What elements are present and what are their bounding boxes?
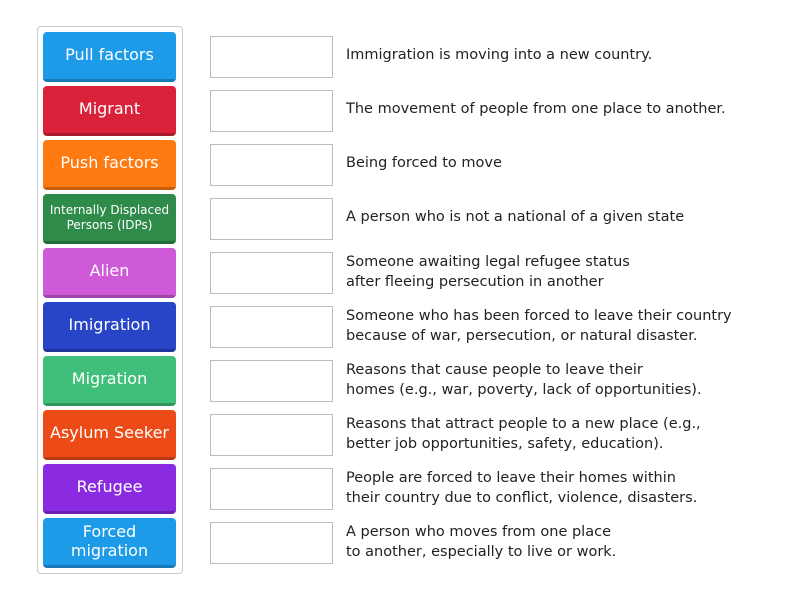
definition-text: Immigration is moving into a new country. — [346, 47, 653, 63]
definition-text: Reasons that attract people to a new place (e.g., better job opportunities, safety, education). — [346, 416, 701, 452]
definition-text: Reasons that cause people to leave their homes (e.g., war, poverty, lack of opportunities). — [346, 362, 702, 398]
tile-migration[interactable]: Migration — [43, 356, 176, 406]
tile-migrant[interactable]: Migrant — [43, 86, 176, 136]
tile-pull-factors[interactable]: Pull factors — [43, 32, 176, 82]
definition-text: A person who moves from one place to another, especially to live or work. — [346, 524, 617, 560]
drop-box[interactable] — [210, 90, 333, 132]
definition-text: A person who is not a national of a given state — [346, 209, 685, 225]
drop-box[interactable] — [210, 468, 333, 510]
definition-text: Someone awaiting legal refugee status after fleeing persecution in another — [346, 254, 630, 290]
definition-text: Someone who has been forced to leave their country because of war, persecution, or natural disaster. — [346, 308, 732, 344]
tile-alien[interactable]: Alien — [43, 248, 176, 298]
drop-box[interactable] — [210, 252, 333, 294]
definition-text: People are forced to leave their homes within their country due to conflict, violence, disasters. — [346, 470, 698, 506]
drop-box[interactable] — [210, 360, 333, 402]
tile-imigration[interactable]: Imigration — [43, 302, 176, 352]
drop-box[interactable] — [210, 306, 333, 348]
definition-text: The movement of people from one place to another. — [346, 101, 726, 117]
tile-forced-migration[interactable]: Forced migration — [43, 518, 176, 568]
drop-box[interactable] — [210, 144, 333, 186]
definition-text: Being forced to move — [346, 155, 502, 171]
tile-refugee[interactable]: Refugee — [43, 464, 176, 514]
drop-box[interactable] — [210, 414, 333, 456]
tile-idps[interactable]: Internally Displaced Persons (IDPs) — [43, 194, 176, 244]
drop-box[interactable] — [210, 522, 333, 564]
tile-asylum-seeker[interactable]: Asylum Seeker — [43, 410, 176, 460]
tile-push-factors[interactable]: Push factors — [43, 140, 176, 190]
drop-box[interactable] — [210, 198, 333, 240]
drop-box[interactable] — [210, 36, 333, 78]
